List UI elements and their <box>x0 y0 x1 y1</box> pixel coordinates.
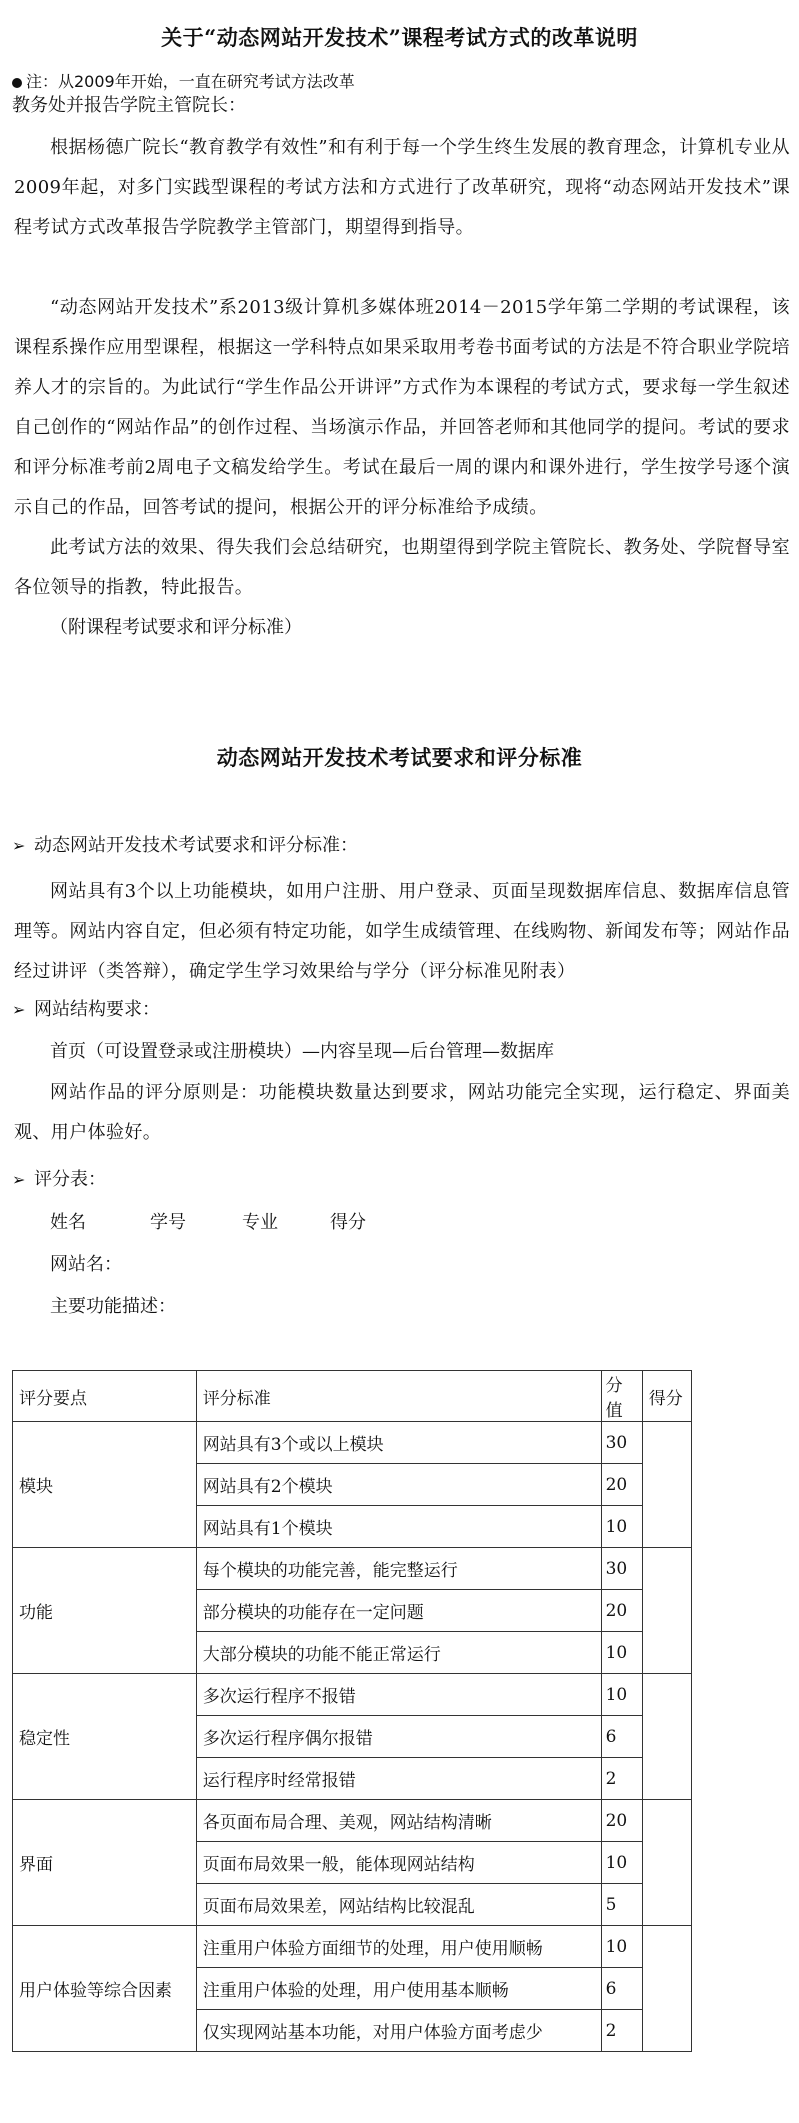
scoring-point-cell: 功能 <box>13 1548 197 1674</box>
header-cell: 得分 <box>642 1371 691 1422</box>
table-row <box>13 1674 692 1716</box>
structure-line: 首页（可设置登录或注册模块）—内容呈现—后台管理—数据库 <box>50 1041 554 1062</box>
value-cell: 30 <box>601 1422 642 1464</box>
section-heading-text: 评分表： <box>34 1169 106 1190</box>
table-row <box>13 1800 692 1842</box>
header-cell: 分值 <box>601 1371 642 1422</box>
criterion-cell: 多次运行程序偶尔报错 <box>196 1716 601 1758</box>
value-cell: 10 <box>601 1926 642 1968</box>
score-cell <box>642 1422 691 1548</box>
document-title: 关于“动态网站开发技术”课程考试方式的改革说明 <box>161 25 638 50</box>
criterion-cell: 网站具有1个模块 <box>196 1506 601 1548</box>
paragraph-3: 此考试方法的效果、得失我们会总结研究，也期望得到学院主管院长、教务处、学院督导室各位领导的指教，特此报告。 <box>14 537 790 598</box>
criterion-cell: 注重用户体验的处理，用户使用基本顺畅 <box>196 1968 601 2010</box>
table-row <box>13 1926 692 1968</box>
standards-title: 动态网站开发技术考试要求和评分标准 <box>216 745 583 770</box>
section-heading-structure <box>12 998 160 1022</box>
note-line <box>12 70 355 94</box>
value-cell: 30 <box>601 1548 642 1590</box>
value-cell: 6 <box>601 1716 642 1758</box>
value-cell: 10 <box>601 1842 642 1884</box>
score-cell <box>642 1800 691 1926</box>
field-name-label: 姓名 <box>50 1212 86 1233</box>
scoring-point-cell: 模块 <box>13 1422 197 1548</box>
criterion-cell: 各页面布局合理、美观，网站结构清晰 <box>196 1800 601 1842</box>
attachment-note: （附课程考试要求和评分标准） <box>50 617 302 638</box>
criterion-cell: 每个模块的功能完善，能完整运行 <box>196 1548 601 1590</box>
table-header-row <box>13 1371 692 1422</box>
field-desc-label: 主要功能描述： <box>50 1296 176 1317</box>
criterion-cell: 多次运行程序不报错 <box>196 1674 601 1716</box>
criterion-cell: 网站具有2个模块 <box>196 1464 601 1506</box>
value-cell: 10 <box>601 1674 642 1716</box>
value-cell: 20 <box>601 1590 642 1632</box>
table-row <box>13 1422 692 1464</box>
criterion-cell: 注重用户体验方面细节的处理，用户使用顺畅 <box>196 1926 601 1968</box>
scoring-point-cell: 稳定性 <box>13 1674 197 1800</box>
value-cell: 6 <box>601 1968 642 2010</box>
value-cell: 2 <box>601 2010 642 2052</box>
value-cell: 5 <box>601 1884 642 1926</box>
score-cell <box>642 1674 691 1800</box>
scoring-principle-paragraph: 网站作品的评分原则是：功能模块数量达到要求，网站功能完全实现，运行稳定、界面美观、用户体验好。 <box>14 1082 790 1143</box>
bullet-dot-icon <box>12 78 22 88</box>
scoring-point-cell: 用户体验等综合因素 <box>13 1926 197 2052</box>
value-cell: 10 <box>601 1506 642 1548</box>
note-text: 注：从2009年开始，一直在研究考试方法改革 <box>26 72 355 91</box>
criterion-cell: 仅实现网站基本功能，对用户体验方面考虑少 <box>196 2010 601 2052</box>
score-cell <box>642 1548 691 1674</box>
scoring-point-cell: 界面 <box>13 1800 197 1926</box>
section-heading-text: 网站结构要求： <box>34 999 160 1020</box>
section-heading-text: 动态网站开发技术考试要求和评分标准： <box>34 835 358 856</box>
field-id-label: 学号 <box>150 1212 186 1233</box>
scoring-table <box>12 1370 692 2052</box>
criterion-cell: 运行程序时经常报错 <box>196 1758 601 1800</box>
field-site-label: 网站名： <box>50 1254 122 1275</box>
arrow-bullet-icon: ➢ <box>12 1170 26 1189</box>
value-cell: 20 <box>601 1464 642 1506</box>
criterion-cell: 部分模块的功能存在一定问题 <box>196 1590 601 1632</box>
value-cell: 2 <box>601 1758 642 1800</box>
section-heading-scoresheet <box>12 1168 106 1192</box>
value-cell: 10 <box>601 1632 642 1674</box>
paragraph-1: 根据杨德广院长“教育教学有效性”和有利于每一个学生终生发展的教育理念，计算机专业从2009年起，对多门实践型课程的考试方法和方式进行了改革研究，现将“动态网站开发技术”课程考试方式改革报告学院教学主管部门，期望得到指导。 <box>14 137 790 238</box>
criterion-cell: 大部分模块的功能不能正常运行 <box>196 1632 601 1674</box>
header-cell: 评分要点 <box>13 1371 197 1422</box>
field-major-label: 专业 <box>242 1212 278 1233</box>
arrow-bullet-icon: ➢ <box>12 1000 26 1019</box>
paragraph-2: “动态网站开发技术”系2013级计算机多媒体班2014－2015学年第二学期的考试课程，该课程系操作应用型课程，根据这一学科特点如果采取用考卷书面考试的方法是不符合职业学院培养人才的宗旨的。为此试行“学生作品公开讲评”方式作为本课程的考试方式，要求每一学生叙述自己创作的“网站作品”的创作过程、当场演示作品，并回答老师和其他同学的提问。考试的要求和评分标准考前2周电子文稿发给学生。考试在最后一周的课内和课外进行，学生按学号逐个演示自己的作品，回答考试的提问，根据公开的评分标准给予成绩。 <box>14 297 790 518</box>
field-score-label: 得分 <box>330 1212 366 1233</box>
criterion-cell: 页面布局效果差，网站结构比较混乱 <box>196 1884 601 1926</box>
score-cell <box>642 1926 691 2052</box>
value-cell: 20 <box>601 1800 642 1842</box>
header-cell: 评分标准 <box>196 1371 601 1422</box>
table-row <box>13 1548 692 1590</box>
arrow-bullet-icon: ➢ <box>12 836 26 855</box>
section-heading-requirements <box>12 834 358 858</box>
criterion-cell: 网站具有3个或以上模块 <box>196 1422 601 1464</box>
salutation: 教务处并报告学院主管院长： <box>12 95 246 116</box>
requirements-paragraph: 网站具有3个以上功能模块，如用户注册、用户登录、页面呈现数据库信息、数据库信息管理等。网站内容自定，但必须有特定功能，如学生成绩管理、在线购物、新闻发布等；网站作品经过讲评（类答辩），确定学生学习效果给与学分（评分标准见附表） <box>14 881 790 982</box>
criterion-cell: 页面布局效果一般，能体现网站结构 <box>196 1842 601 1884</box>
